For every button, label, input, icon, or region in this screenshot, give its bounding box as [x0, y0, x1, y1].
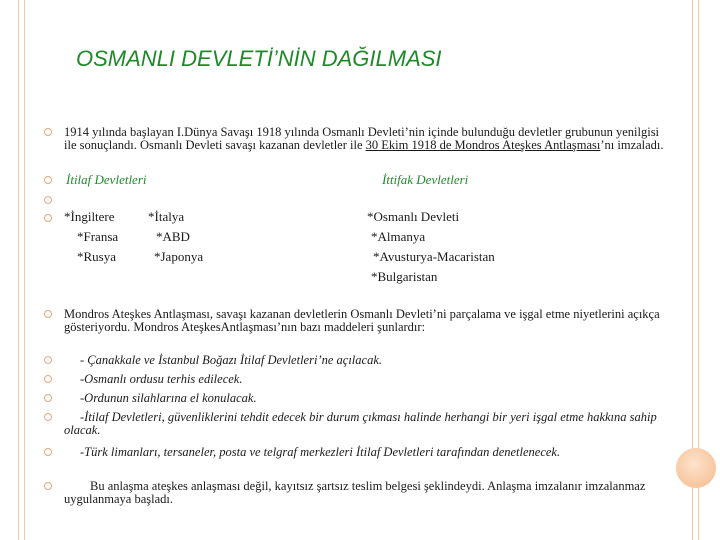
ittifak-country: *Osmanlı Devleti	[367, 209, 460, 224]
itilaf-country: *ABD	[156, 229, 190, 244]
bullet-icon	[44, 394, 52, 402]
bullet-icon	[44, 214, 52, 222]
ittifak-country: *Almanya	[371, 229, 426, 244]
bullet-icon	[44, 413, 52, 421]
list-item	[44, 174, 664, 190]
list-item	[44, 194, 664, 206]
article-item: -Osmanlı ordusu terhis edilecek.	[80, 372, 243, 386]
left-border-lines	[18, 0, 32, 540]
ittifak-country: *Bulgaristan	[371, 269, 438, 284]
itilaf-country: *Fransa	[77, 229, 119, 244]
ittifak-country: *Avusturya-Macaristan	[373, 249, 495, 264]
bullet-icon	[44, 128, 52, 136]
bullet-icon	[44, 196, 52, 204]
article-item: -Türk limanları, tersaneler, posta ve telgraf merkezleri İtilaf Devletleri tarafından denetlenecek.	[80, 445, 561, 459]
intro-text: 1914 yılında başlayan I.Dünya Savaşı 1918 yılında Osmanlı Devleti’nin içinde bulunduğu devletler grubunun yenilgisi ile sonuçlandı. Osmanlı Devleti savaşı kazanan devletler ile	[64, 125, 660, 152]
decorative-circle	[676, 448, 716, 488]
itilaf-country: *İtalya	[148, 209, 185, 224]
list-item	[44, 209, 664, 284]
intro-paragraph	[64, 126, 664, 152]
slide-title: OSMANLI DEVLETİ’NİN DAĞILMASI	[76, 46, 442, 71]
article-item: -İtilaf Devletleri, güvenliklerini tehdit edecek bir durum çıkması halinde herhangi bir yeri işgal etme hakkına sahip olacak.	[64, 410, 657, 437]
armistice-date-text: 30 Ekim 1918 de Mondros Ateşkes Antlaşması	[365, 138, 601, 152]
bullet-icon	[44, 176, 52, 184]
bullet-icon	[44, 482, 52, 490]
intro-ending-text: ’nı imzaladı.	[600, 138, 664, 152]
article-item: - Çanakkale ve İstanbul Boğazı İtilaf Devletleri’ne açılacak.	[80, 353, 382, 367]
conclusion-paragraph: Bu anlaşma ateşkes anlaşması değil, kayıtsız şartsız teslim belgesi şeklindeydi. Anlaşma imzalanır imzalanmaz uygulanmaya başladı.	[64, 479, 646, 506]
armistice-paragraph: Mondros Ateşkes Antlaşması, savaşı kazanan devletlerin Osmanlı Devleti’ni parçalama ve işgal etme niyetlerini açıkça gösteriyordu. Mondros AteşkesAntlaşması’nın bazı maddeleri şunlardır:	[64, 307, 660, 334]
itilaf-country: *İngiltere	[64, 209, 115, 224]
bullet-icon	[44, 310, 52, 318]
bullet-icon	[44, 448, 52, 456]
itilaf-country: *Rusya	[77, 249, 116, 264]
ittifak-heading: İttifak Devletleri	[382, 172, 469, 187]
article-item: -Ordunun silahlarına el konulacak.	[80, 391, 257, 405]
bullet-icon	[44, 375, 52, 383]
itilaf-heading: İtilaf Devletleri	[66, 172, 147, 187]
itilaf-country: *Japonya	[154, 249, 204, 264]
bullet-icon	[44, 356, 52, 364]
